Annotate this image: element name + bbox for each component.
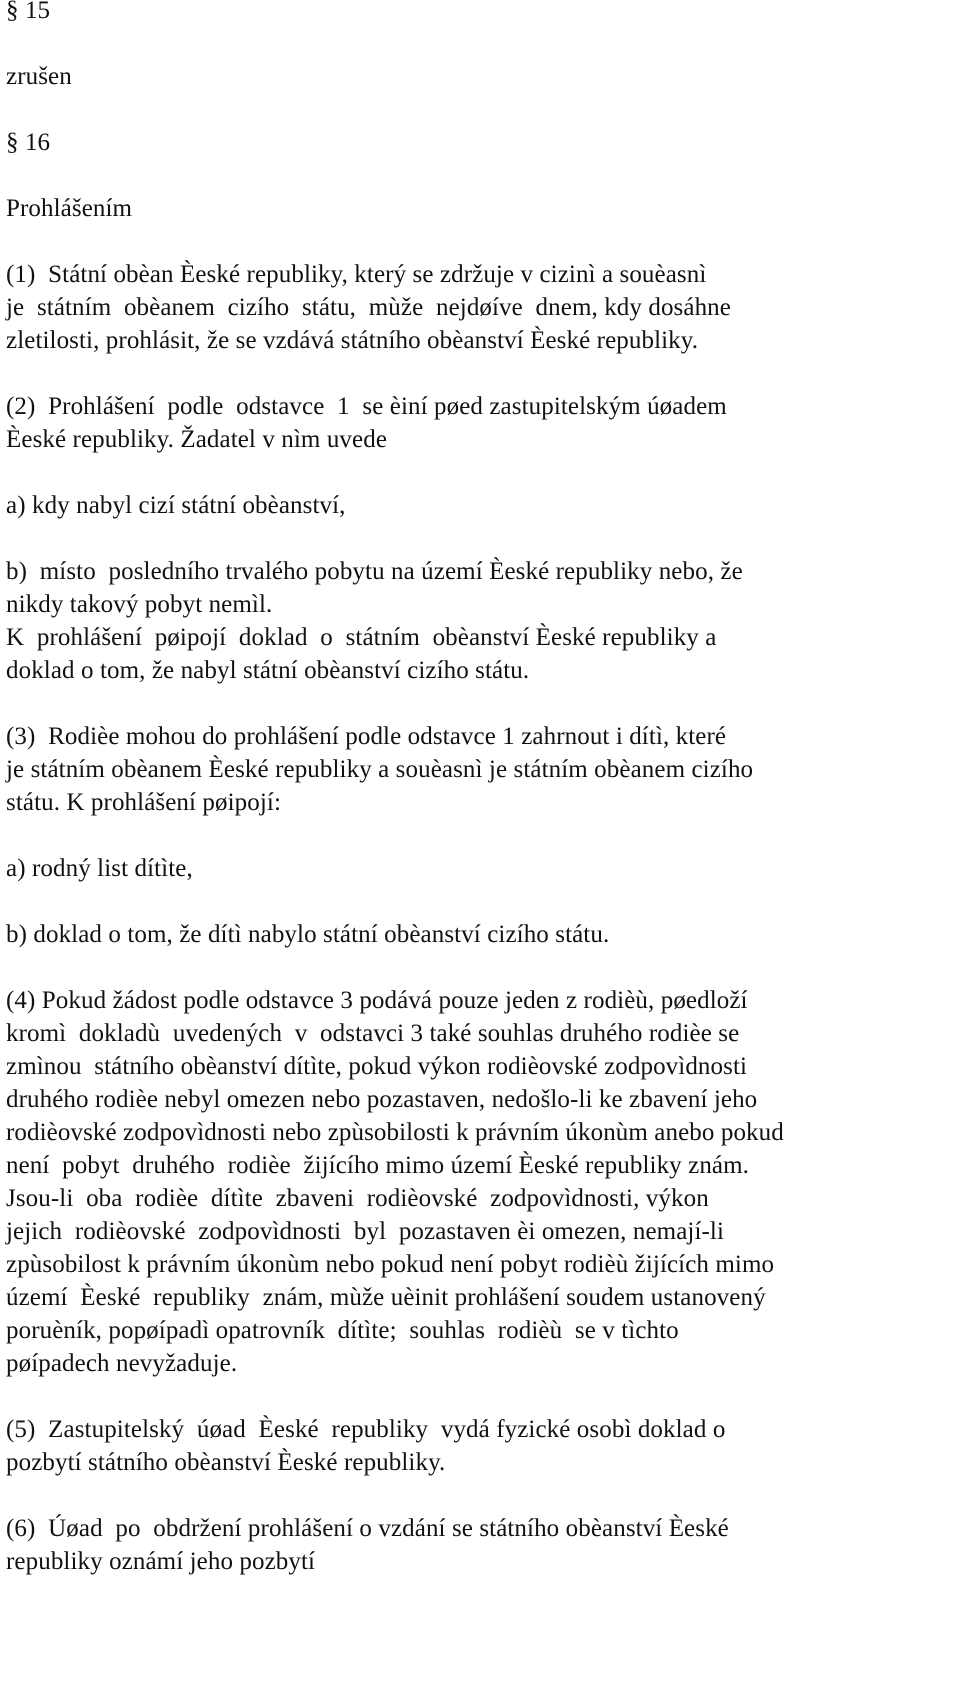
section-15-heading: § 15 — [6, 0, 51, 24]
paragraph-4-line: území Èeské republiky znám, mùže uèinit prohlášení soudem ustanovený — [6, 1284, 766, 1311]
item-2b-line: nikdy takový pobyt nemìl. — [6, 591, 273, 618]
paragraph-4-line: kromì dokladù uvedených v odstavci 3 také souhlas druhého rodièe se — [6, 1020, 740, 1047]
item-2b-line: K prohlášení pøipojí doklad o státním obèanství Èeské republiky a — [6, 624, 717, 651]
item-2b-line: doklad o tom, že nabyl státní obèanství cizího státu. — [6, 657, 530, 684]
paragraph-2-line: (2) Prohlášení podle odstavce 1 se èiní pøed zastupitelským úøadem — [6, 393, 727, 420]
paragraph-3-line: je státním obèanem Èeské republiky a souèasnì je státním obèanem cizího — [6, 756, 754, 783]
paragraph-4-line: druhého rodièe nebyl omezen nebo pozastaven, nedošlo-li ke zbavení jeho — [6, 1086, 758, 1113]
paragraph-4-line: (4) Pokud žádost podle odstavce 3 podává pouze jeden z rodièù, pøedloží — [6, 987, 748, 1014]
paragraph-1-line: (1) Státní obèan Èeské republiky, který se zdržuje v cizinì a souèasnì — [6, 261, 707, 288]
paragraph-1-line: je státním obèanem cizího státu, mùže nejdøíve dnem, kdy dosáhne — [6, 294, 731, 321]
item-3a-line: a) rodný list dítìte, — [6, 855, 193, 882]
paragraph-4-line: Jsou-li oba rodièe dítìte zbaveni rodièovské zodpovìdnosti, výkon — [6, 1185, 709, 1212]
item-2a-line: a) kdy nabyl cizí státní obèanství, — [6, 492, 346, 519]
paragraph-4-line: není pobyt druhého rodièe žijícího mimo území Èeské republiky znám. — [6, 1152, 750, 1179]
paragraph-3-line: státu. K prohlášení pøipojí: — [6, 789, 281, 816]
paragraph-4-line: rodièovské zodpovìdnosti nebo zpùsobilosti k právním úkonùm anebo pokud — [6, 1119, 784, 1146]
paragraph-4-line: pøípadech nevyžaduje. — [6, 1350, 238, 1377]
paragraph-5-line: pozbytí státního obèanství Èeské republiky. — [6, 1449, 446, 1476]
paragraph-5-line: (5) Zastupitelský úøad Èeské republiky vydá fyzické osobì doklad o — [6, 1416, 726, 1443]
paragraph-6-line: republiky oznámí jeho pozbytí — [6, 1548, 316, 1575]
section-15-text: zrušen — [6, 63, 72, 90]
paragraph-3-line: (3) Rodièe mohou do prohlášení podle odstavce 1 zahrnout i dítì, které — [6, 723, 727, 750]
item-3b-line: b) doklad o tom, že dítì nabylo státní obèanství cizího státu. — [6, 921, 610, 948]
paragraph-2-line: Èeské republiky. Žadatel v nìm uvede — [6, 426, 388, 453]
paragraph-1-line: zletilosti, prohlásit, že se vzdává státního obèanství Èeské republiky. — [6, 327, 699, 354]
paragraph-4-line: zpùsobilost k právním úkonùm nebo pokud není pobyt rodièù žijících mimo — [6, 1251, 775, 1278]
paragraph-4-line: poruèník, popøípadì opatrovník dítìte; souhlas rodièù se v tìchto — [6, 1317, 679, 1344]
paragraph-6-line: (6) Úøad po obdržení prohlášení o vzdání se státního obèanství Èeské — [6, 1515, 729, 1542]
section-16-heading: § 16 — [6, 129, 51, 156]
item-2b-line: b) místo posledního trvalého pobytu na území Èeské republiky nebo, že — [6, 558, 743, 585]
section-16-title: Prohlášením — [6, 195, 133, 222]
paragraph-4-line: jejich rodièovské zodpovìdnosti byl pozastaven èi omezen, nemají-li — [6, 1218, 725, 1245]
paragraph-4-line: zmìnou státního obèanství dítìte, pokud výkon rodièovské zodpovìdnosti — [6, 1053, 748, 1080]
